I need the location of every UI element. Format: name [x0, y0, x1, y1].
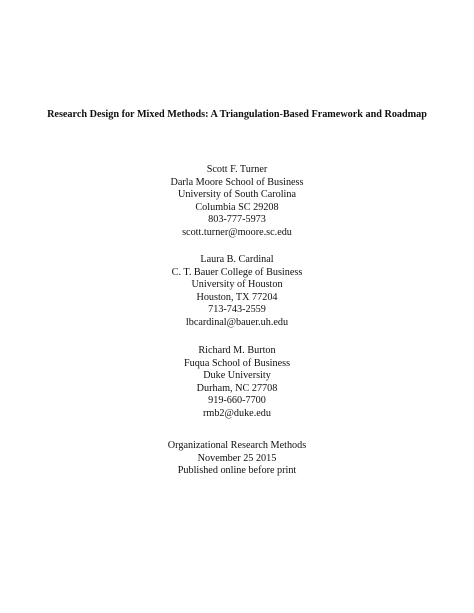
author-school: Darla Moore School of Business	[170, 176, 304, 188]
author-university: Duke University	[203, 370, 271, 382]
author-location: Columbia SC 29208	[195, 201, 279, 213]
author-location: Houston, TX 77204	[196, 291, 278, 303]
author-email: rmb2@duke.edu	[203, 407, 271, 419]
author-university: University of Houston	[191, 279, 283, 291]
journal-name: Organizational Research Methods	[167, 440, 307, 451]
author-block-2	[0, 254, 474, 330]
author-university: University of South Carolina	[178, 189, 296, 201]
author-phone: 803-777-5973	[208, 214, 266, 226]
author-email: lbcardinal@bauer.uh.edu	[185, 316, 289, 328]
publication-date: November 25 2015	[197, 452, 277, 464]
publication-info	[0, 440, 474, 478]
author-name: Richard M. Burton	[198, 345, 276, 356]
author-name: Scott F. Turner	[206, 164, 268, 175]
author-phone: 919-660-7700	[208, 395, 266, 407]
author-school: Fuqua School of Business	[183, 357, 291, 369]
publication-status: Published online before print	[177, 465, 297, 477]
paper-title: Research Design for Mixed Methods: A Triangulation-Based Framework and Roadmap	[47, 109, 427, 120]
author-block-3	[0, 345, 474, 421]
author-name: Laura B. Cardinal	[200, 254, 274, 265]
author-school: C. T. Bauer College of Business	[171, 266, 303, 278]
author-location: Durham, NC 27708	[196, 382, 278, 394]
author-phone: 713-743-2559	[208, 304, 266, 316]
author-email: scott.turner@moore.sc.edu	[182, 226, 292, 238]
author-block-1	[0, 164, 474, 240]
